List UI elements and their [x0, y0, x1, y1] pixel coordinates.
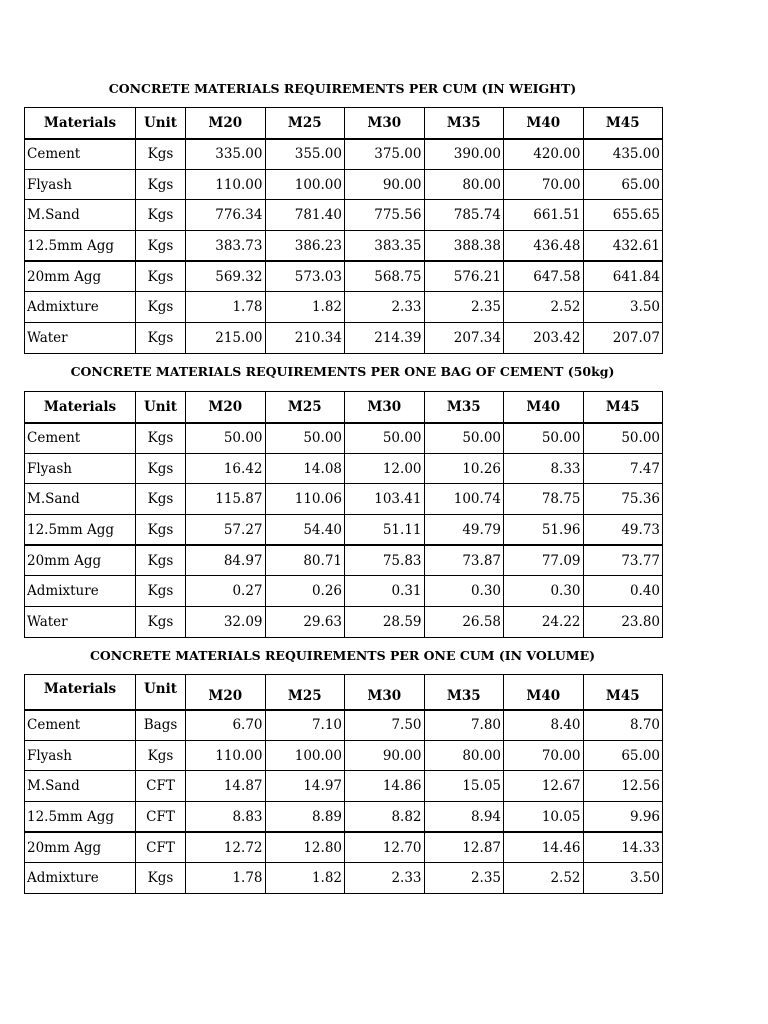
- value-cell: 8.33: [504, 453, 584, 484]
- value-cell: 50.00: [424, 423, 504, 454]
- material-cell: 12.5mm Agg: [25, 231, 136, 262]
- value-cell: 24.22: [504, 607, 584, 638]
- value-cell: 215.00: [186, 323, 266, 354]
- value-cell: 7.80: [424, 710, 504, 741]
- value-cell: 57.27: [186, 515, 266, 546]
- table-row: [25, 323, 663, 354]
- value-cell: 12.56: [583, 771, 663, 802]
- value-cell: 50.00: [265, 423, 345, 454]
- value-cell: 73.77: [583, 545, 663, 576]
- value-cell: 12.80: [265, 832, 345, 863]
- value-cell: 8.94: [424, 802, 504, 833]
- value-cell: 8.70: [583, 710, 663, 741]
- value-cell: 207.34: [424, 323, 504, 354]
- table-row: [25, 545, 663, 576]
- value-cell: 3.50: [583, 292, 663, 323]
- header-grade: M25: [265, 675, 345, 710]
- header-grade: M30: [345, 392, 425, 423]
- value-cell: 0.27: [186, 576, 266, 607]
- value-cell: 14.46: [504, 832, 584, 863]
- header-grade: M40: [504, 108, 584, 139]
- material-cell: 20mm Agg: [25, 545, 136, 576]
- value-cell: 776.34: [186, 200, 266, 231]
- value-cell: 432.61: [583, 231, 663, 262]
- unit-cell: Kgs: [136, 453, 186, 484]
- material-cell: Flyash: [25, 169, 136, 200]
- value-cell: 355.00: [265, 139, 345, 170]
- table-row: [25, 139, 663, 170]
- header-grade: M20: [186, 675, 266, 710]
- unit-cell: Kgs: [136, 607, 186, 638]
- header-materials: Materials: [25, 392, 136, 423]
- value-cell: 12.87: [424, 832, 504, 863]
- table-row: [25, 863, 663, 894]
- header-grade: M45: [583, 108, 663, 139]
- value-cell: 16.42: [186, 453, 266, 484]
- value-cell: 51.11: [345, 515, 425, 546]
- table-row: [25, 710, 663, 741]
- value-cell: 110.00: [186, 740, 266, 771]
- value-cell: 70.00: [504, 740, 584, 771]
- material-cell: Water: [25, 607, 136, 638]
- header-row: [25, 675, 663, 710]
- value-cell: 75.83: [345, 545, 425, 576]
- value-cell: 573.03: [265, 261, 345, 292]
- value-cell: 641.84: [583, 261, 663, 292]
- value-cell: 80.71: [265, 545, 345, 576]
- unit-cell: Kgs: [136, 576, 186, 607]
- header-grade: M35: [424, 108, 504, 139]
- header-unit: Unit: [136, 675, 186, 710]
- material-cell: Cement: [25, 139, 136, 170]
- header-grade: M25: [265, 108, 345, 139]
- value-cell: 335.00: [186, 139, 266, 170]
- table-row: [25, 423, 663, 454]
- value-cell: 576.21: [424, 261, 504, 292]
- value-cell: 51.96: [504, 515, 584, 546]
- value-cell: 1.82: [265, 292, 345, 323]
- unit-cell: Kgs: [136, 740, 186, 771]
- header-unit: Unit: [136, 108, 186, 139]
- material-cell: M.Sand: [25, 484, 136, 515]
- value-cell: 568.75: [345, 261, 425, 292]
- value-cell: 386.23: [265, 231, 345, 262]
- value-cell: 2.52: [504, 863, 584, 894]
- table-row: [25, 292, 663, 323]
- value-cell: 100.00: [265, 169, 345, 200]
- material-cell: Admixture: [25, 292, 136, 323]
- value-cell: 14.08: [265, 453, 345, 484]
- table-2-title: CONCRETE MATERIALS REQUIREMENTS PER ONE BAG OF CEMENT (50kg): [70, 364, 615, 379]
- value-cell: 115.87: [186, 484, 266, 515]
- table-1-title: CONCRETE MATERIALS REQUIREMENTS PER CUM (IN WEIGHT): [108, 81, 577, 96]
- value-cell: 2.52: [504, 292, 584, 323]
- value-cell: 775.56: [345, 200, 425, 231]
- material-cell: M.Sand: [25, 771, 136, 802]
- table-row: [25, 802, 663, 833]
- value-cell: 647.58: [504, 261, 584, 292]
- value-cell: 29.63: [265, 607, 345, 638]
- value-cell: 435.00: [583, 139, 663, 170]
- header-grade: M40: [504, 675, 584, 710]
- value-cell: 49.73: [583, 515, 663, 546]
- value-cell: 14.87: [186, 771, 266, 802]
- value-cell: 65.00: [583, 740, 663, 771]
- unit-cell: CFT: [136, 802, 186, 833]
- value-cell: 2.33: [345, 292, 425, 323]
- value-cell: 50.00: [583, 423, 663, 454]
- value-cell: 50.00: [345, 423, 425, 454]
- value-cell: 78.75: [504, 484, 584, 515]
- value-cell: 0.30: [504, 576, 584, 607]
- value-cell: 8.83: [186, 802, 266, 833]
- value-cell: 80.00: [424, 169, 504, 200]
- value-cell: 8.89: [265, 802, 345, 833]
- table-row: [25, 576, 663, 607]
- value-cell: 661.51: [504, 200, 584, 231]
- unit-cell: CFT: [136, 771, 186, 802]
- table-row: [25, 607, 663, 638]
- table-row: [25, 740, 663, 771]
- value-cell: 75.36: [583, 484, 663, 515]
- header-grade: M35: [424, 675, 504, 710]
- header-grade: M30: [345, 108, 425, 139]
- table-row: [25, 515, 663, 546]
- per-bag-cement-table: [24, 391, 663, 638]
- material-cell: Admixture: [25, 863, 136, 894]
- value-cell: 207.07: [583, 323, 663, 354]
- value-cell: 50.00: [186, 423, 266, 454]
- value-cell: 32.09: [186, 607, 266, 638]
- value-cell: 9.96: [583, 802, 663, 833]
- header-materials: Materials: [25, 108, 136, 139]
- material-cell: M.Sand: [25, 200, 136, 231]
- value-cell: 2.35: [424, 292, 504, 323]
- value-cell: 103.41: [345, 484, 425, 515]
- unit-cell: Kgs: [136, 484, 186, 515]
- unit-cell: Kgs: [136, 863, 186, 894]
- value-cell: 210.34: [265, 323, 345, 354]
- value-cell: 73.87: [424, 545, 504, 576]
- value-cell: 785.74: [424, 200, 504, 231]
- value-cell: 28.59: [345, 607, 425, 638]
- value-cell: 8.40: [504, 710, 584, 741]
- header-grade: M45: [583, 675, 663, 710]
- unit-cell: CFT: [136, 832, 186, 863]
- value-cell: 14.97: [265, 771, 345, 802]
- material-cell: 20mm Agg: [25, 832, 136, 863]
- header-grade: M30: [345, 675, 425, 710]
- value-cell: 7.10: [265, 710, 345, 741]
- unit-cell: Kgs: [136, 545, 186, 576]
- material-cell: 12.5mm Agg: [25, 515, 136, 546]
- value-cell: 15.05: [424, 771, 504, 802]
- table-row: [25, 771, 663, 802]
- table-row: [25, 261, 663, 292]
- unit-cell: Kgs: [136, 423, 186, 454]
- value-cell: 12.70: [345, 832, 425, 863]
- material-cell: 20mm Agg: [25, 261, 136, 292]
- value-cell: 383.73: [186, 231, 266, 262]
- unit-cell: Kgs: [136, 231, 186, 262]
- value-cell: 23.80: [583, 607, 663, 638]
- table-row: [25, 231, 663, 262]
- material-cell: Water: [25, 323, 136, 354]
- header-grade: M25: [265, 392, 345, 423]
- value-cell: 2.35: [424, 863, 504, 894]
- unit-cell: Kgs: [136, 292, 186, 323]
- value-cell: 14.33: [583, 832, 663, 863]
- value-cell: 6.70: [186, 710, 266, 741]
- value-cell: 12.67: [504, 771, 584, 802]
- unit-cell: Kgs: [136, 200, 186, 231]
- value-cell: 65.00: [583, 169, 663, 200]
- value-cell: 10.26: [424, 453, 504, 484]
- value-cell: 12.00: [345, 453, 425, 484]
- value-cell: 390.00: [424, 139, 504, 170]
- value-cell: 14.86: [345, 771, 425, 802]
- unit-cell: Kgs: [136, 169, 186, 200]
- value-cell: 7.50: [345, 710, 425, 741]
- table-row: [25, 169, 663, 200]
- table-row: [25, 484, 663, 515]
- value-cell: 8.82: [345, 802, 425, 833]
- value-cell: 214.39: [345, 323, 425, 354]
- value-cell: 1.82: [265, 863, 345, 894]
- value-cell: 0.30: [424, 576, 504, 607]
- header-grade: M40: [504, 392, 584, 423]
- unit-cell: Kgs: [136, 323, 186, 354]
- header-row: [25, 108, 663, 139]
- material-cell: 12.5mm Agg: [25, 802, 136, 833]
- table-row: [25, 200, 663, 231]
- material-cell: Cement: [25, 710, 136, 741]
- value-cell: 110.00: [186, 169, 266, 200]
- header-grade: M20: [186, 108, 266, 139]
- value-cell: 80.00: [424, 740, 504, 771]
- value-cell: 50.00: [504, 423, 584, 454]
- value-cell: 7.47: [583, 453, 663, 484]
- value-cell: 781.40: [265, 200, 345, 231]
- value-cell: 70.00: [504, 169, 584, 200]
- table-3-title: CONCRETE MATERIALS REQUIREMENTS PER ONE CUM (IN VOLUME): [89, 648, 596, 663]
- value-cell: 12.72: [186, 832, 266, 863]
- material-cell: Flyash: [25, 453, 136, 484]
- material-cell: Flyash: [25, 740, 136, 771]
- unit-cell: Kgs: [136, 139, 186, 170]
- value-cell: 110.06: [265, 484, 345, 515]
- value-cell: 49.79: [424, 515, 504, 546]
- value-cell: 1.78: [186, 863, 266, 894]
- header-row: [25, 392, 663, 423]
- value-cell: 569.32: [186, 261, 266, 292]
- value-cell: 2.33: [345, 863, 425, 894]
- value-cell: 0.40: [583, 576, 663, 607]
- volume-per-cum-table: [24, 674, 663, 894]
- value-cell: 90.00: [345, 740, 425, 771]
- value-cell: 0.31: [345, 576, 425, 607]
- value-cell: 1.78: [186, 292, 266, 323]
- material-cell: Cement: [25, 423, 136, 454]
- table-row: [25, 453, 663, 484]
- header-materials: Materials: [25, 675, 136, 710]
- value-cell: 655.65: [583, 200, 663, 231]
- header-grade: M35: [424, 392, 504, 423]
- value-cell: 100.74: [424, 484, 504, 515]
- value-cell: 100.00: [265, 740, 345, 771]
- value-cell: 388.38: [424, 231, 504, 262]
- value-cell: 0.26: [265, 576, 345, 607]
- value-cell: 77.09: [504, 545, 584, 576]
- value-cell: 10.05: [504, 802, 584, 833]
- table-row: [25, 832, 663, 863]
- value-cell: 375.00: [345, 139, 425, 170]
- unit-cell: Bags: [136, 710, 186, 741]
- value-cell: 84.97: [186, 545, 266, 576]
- value-cell: 420.00: [504, 139, 584, 170]
- value-cell: 383.35: [345, 231, 425, 262]
- header-grade: M20: [186, 392, 266, 423]
- value-cell: 3.50: [583, 863, 663, 894]
- value-cell: 90.00: [345, 169, 425, 200]
- value-cell: 26.58: [424, 607, 504, 638]
- material-cell: Admixture: [25, 576, 136, 607]
- unit-cell: Kgs: [136, 515, 186, 546]
- header-unit: Unit: [136, 392, 186, 423]
- unit-cell: Kgs: [136, 261, 186, 292]
- value-cell: 54.40: [265, 515, 345, 546]
- header-grade: M45: [583, 392, 663, 423]
- value-cell: 203.42: [504, 323, 584, 354]
- value-cell: 436.48: [504, 231, 584, 262]
- weight-per-cum-table: [24, 107, 663, 354]
